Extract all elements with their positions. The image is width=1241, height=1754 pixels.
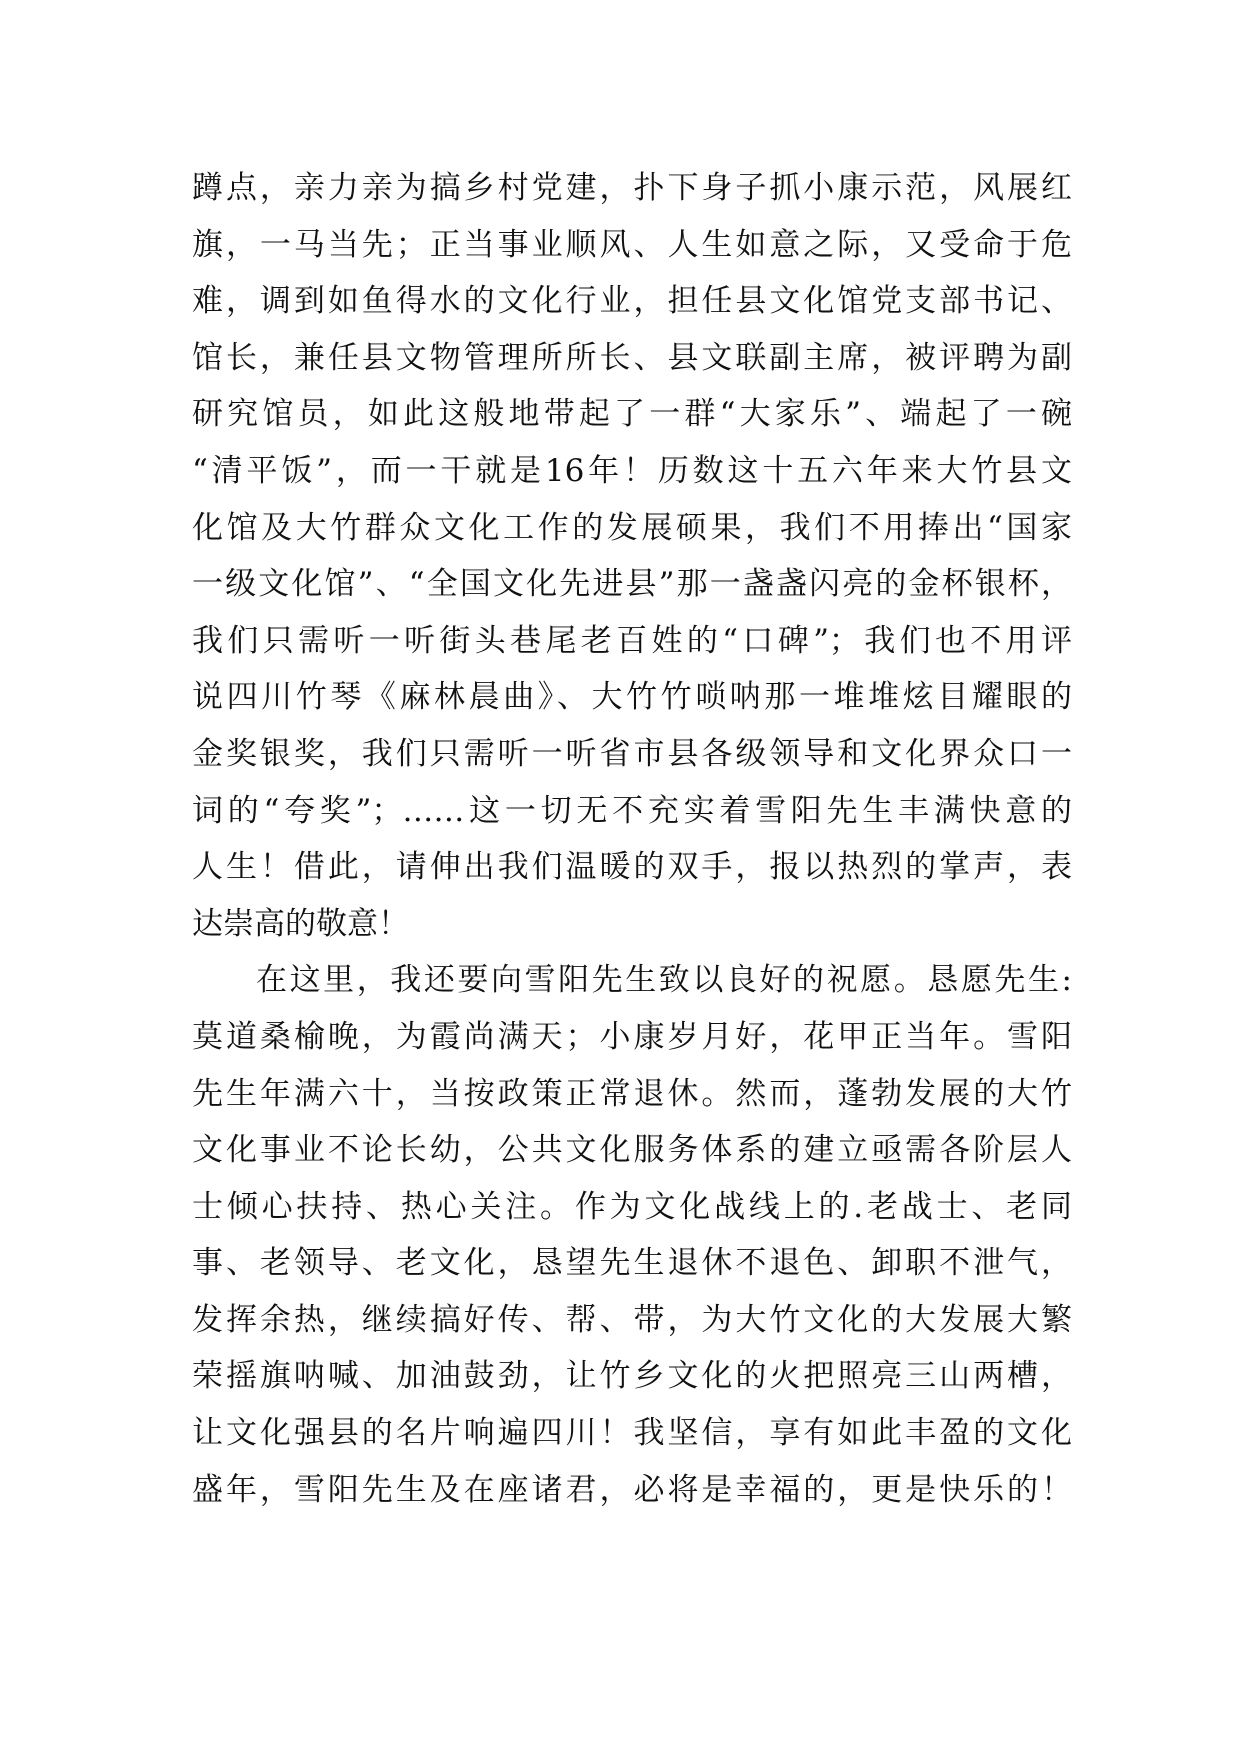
- text-line: “清平饭”，而一干就是16年！历数这十五六年来大竹县文: [192, 452, 1072, 489]
- text-line: 我们只需听一听街头巷尾老百姓的“口碑”；我们也不用评: [192, 622, 1072, 659]
- text-line: 达崇高的敬意！: [192, 905, 409, 942]
- text-line: 词的“夸奖”；……这一切无不充实着雪阳先生丰满快意的: [192, 792, 1072, 829]
- text-line: 在这里，我还要向雪阳先生致以良好的祝愿。恳愿先生:: [256, 962, 1072, 999]
- text-line: 事、老领导、老文化，恳望先生退休不退色、卸职不泄气，: [192, 1245, 1072, 1282]
- paragraph-2: [192, 952, 1072, 1518]
- text-line: 先生年满六十，当按政策正常退休。然而，蓬勃发展的大竹: [192, 1075, 1072, 1112]
- text-line: 化馆及大竹群众文化工作的发展硕果，我们不用捧出“国家: [192, 509, 1072, 546]
- text-line: 难，调到如鱼得水的文化行业，担任县文化馆党支部书记、: [192, 283, 1072, 320]
- text-line: 士倾心扶持、热心关注。作为文化战线上的.老战士、老同: [192, 1188, 1072, 1225]
- text-line: 一级文化馆”、“全国文化先进县”那一盏盏闪亮的金杯银杯，: [192, 566, 1072, 603]
- paragraph-1: [192, 160, 1072, 952]
- text-line: 荣摇旗呐喊、加油鼓劲，让竹乡文化的火把照亮三山两槽，: [192, 1358, 1072, 1395]
- text-line: 研究馆员，如此这般地带起了一群“大家乐”、端起了一碗: [192, 396, 1072, 433]
- text-line: 文化事业不论长幼，公共文化服务体系的建立亟需各阶层人: [192, 1132, 1072, 1169]
- text-line: 说四川竹琴《麻林晨曲》、大竹竹唢呐那一堆堆炫目耀眼的: [192, 679, 1072, 716]
- text-line: 旗，一马当先；正当事业顺风、人生如意之际，又受命于危: [192, 226, 1072, 263]
- text-line: 盛年，雪阳先生及在座诸君，必将是幸福的，更是快乐的！: [192, 1471, 1072, 1508]
- text-line: 金奖银奖，我们只需听一听省市县各级领导和文化界众口一: [192, 735, 1072, 772]
- text-line: 莫道桑榆晚，为霞尚满天；小康岁月好，花甲正当年。雪阳: [192, 1018, 1072, 1055]
- text-line: 人生！借此，请伸出我们温暖的双手，报以热烈的掌声，表: [192, 849, 1072, 886]
- text-line: 让文化强县的名片响遍四川！我坚信，享有如此丰盈的文化: [192, 1415, 1072, 1452]
- document-body: [192, 160, 1072, 1518]
- text-line: 发挥余热，继续搞好传、帮、带，为大竹文化的大发展大繁: [192, 1301, 1072, 1338]
- text-line: 蹲点，亲力亲为搞乡村党建，扑下身子抓小康示范，风展红: [192, 170, 1072, 206]
- text-line: 馆长，兼任县文物管理所所长、县文联副主席，被评聘为副: [192, 339, 1072, 376]
